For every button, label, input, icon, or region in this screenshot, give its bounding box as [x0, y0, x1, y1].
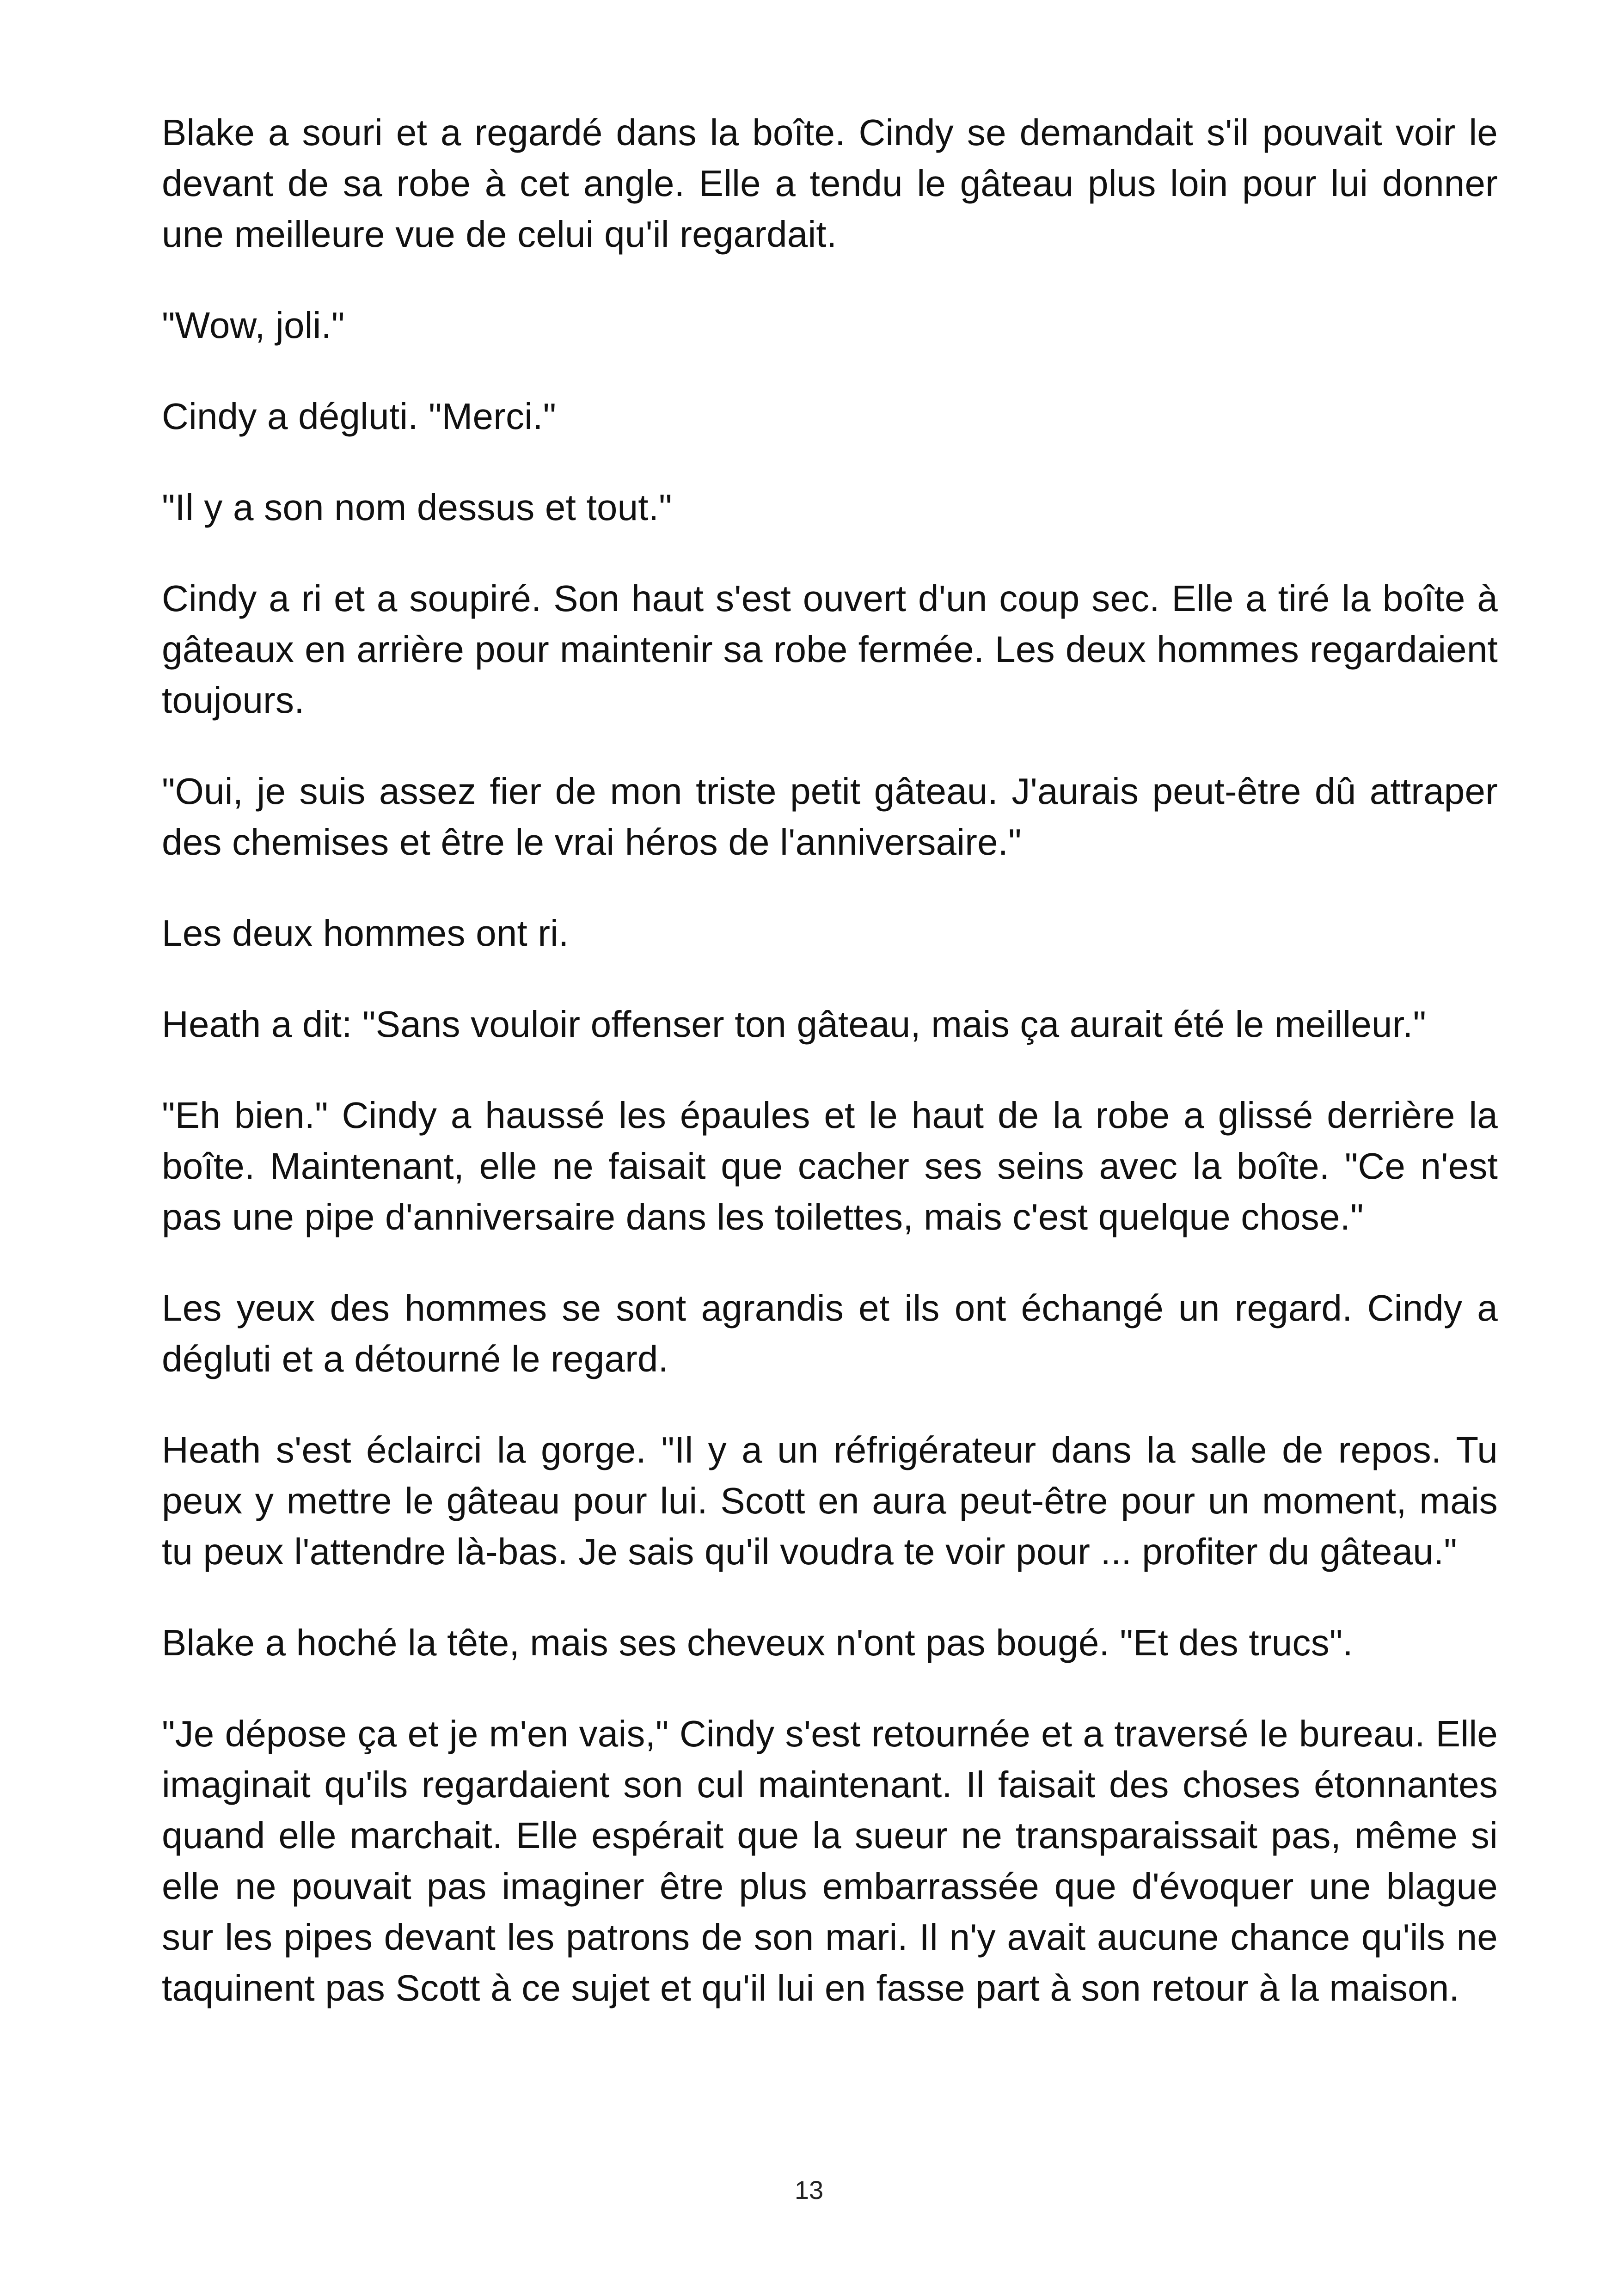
paragraph: Heath s'est éclairci la gorge. "Il y a un réfrigérateur dans la salle de repos. Tu peux y mettre le gâteau pour lui. Scott en aura peut-être pour un moment, mais tu peux l'attendre là-bas. Je sais qu'il voudra te voir pour ... profiter du gâteau."	[162, 1429, 1498, 1572]
body-text	[162, 107, 1498, 2054]
paragraph: Blake a souri et a regardé dans la boîte. Cindy se demandait s'il pouvait voir le devant de sa robe à cet angle. Elle a tendu le gâteau plus loin pour lui donner une meilleure vue de celui qu'il regardait.	[162, 112, 1498, 255]
paragraph: Les deux hommes ont ri.	[162, 912, 569, 954]
paragraph: Heath a dit: "Sans vouloir offenser ton gâteau, mais ça aurait été le meilleur."	[162, 1004, 1427, 1045]
paragraph: "Il y a son nom dessus et tout."	[162, 487, 672, 528]
paragraph: "Je dépose ça et je m'en vais," Cindy s'est retournée et a traversé le bureau. Elle imaginait qu'ils regardaient son cul maintenant. Il faisait des choses étonnantes quand elle marchait. Elle espérait que la sueur ne transparaissait pas, même si elle ne pouvait pas imaginer être plus embarrassée que d'évoquer une blague sur les pipes devant les patrons de son mari. Il n'y avait aucune chance qu'ils ne taquinent pas Scott à ce sujet et qu'il lui en fasse part à son retour à la maison.	[162, 1713, 1498, 2008]
paragraph: "Wow, joli."	[162, 305, 345, 346]
paragraph: Blake a hoché la tête, mais ses cheveux n'ont pas bougé. "Et des trucs".	[162, 1622, 1353, 1663]
paragraph: Cindy a ri et a soupiré. Son haut s'est ouvert d'un coup sec. Elle a tiré la boîte à gâteaux en arrière pour maintenir sa robe fermée. Les deux hommes regardaient toujours.	[162, 578, 1498, 721]
paragraph: "Eh bien." Cindy a haussé les épaules et le haut de la robe a glissé derrière la boîte. Maintenant, elle ne faisait que cacher ses seins avec la boîte. "Ce n'est pas une pipe d'anniversaire dans les toilettes, mais c'est quelque chose."	[162, 1095, 1498, 1237]
paragraph: Les yeux des hommes se sont agrandis et ils ont échangé un regard. Cindy a dégluti et a détourné le regard.	[162, 1287, 1498, 1379]
page-number: 13	[794, 2175, 824, 2204]
paragraph: Cindy a dégluti. "Merci."	[162, 396, 557, 437]
paragraph: "Oui, je suis assez fier de mon triste petit gâteau. J'aurais peut-être dû attraper des chemises et être le vrai héros de l'anniversaire."	[162, 771, 1498, 863]
